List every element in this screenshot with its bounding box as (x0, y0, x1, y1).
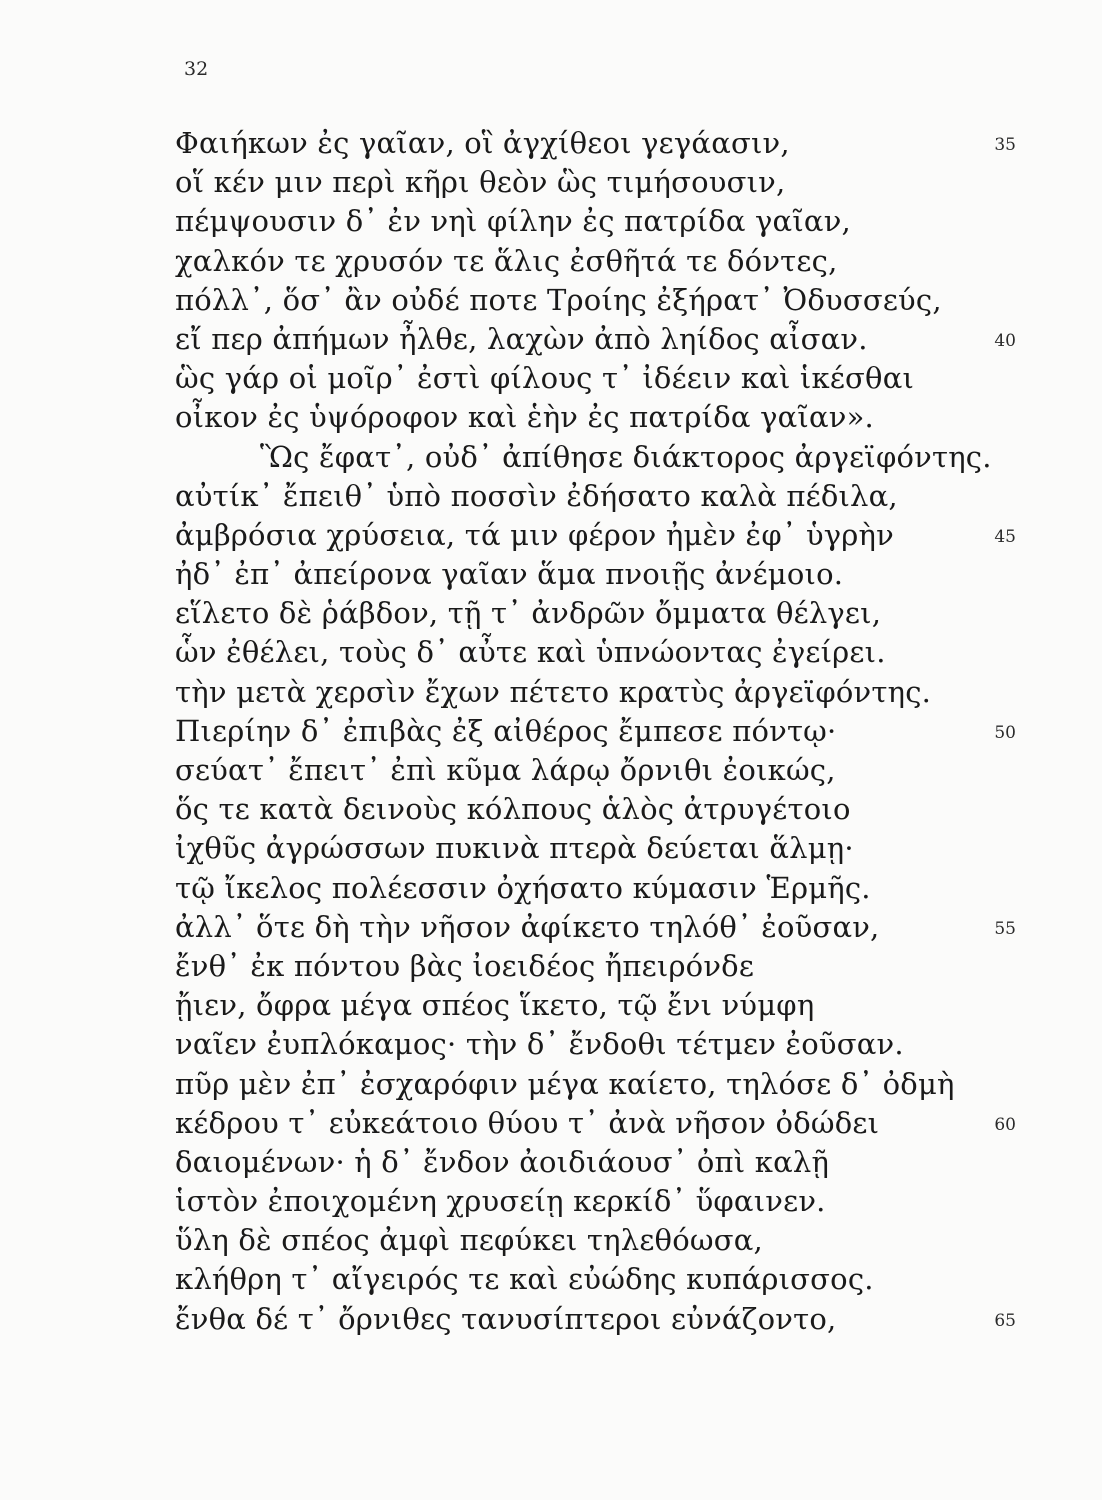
verse-line (0, 869, 1102, 908)
verse-line (0, 242, 1102, 281)
verse-text: ὣς γάρ οἱ μοῖρ᾽ ἐστὶ φίλους τ᾽ ἰδέειν καὶ ἱκέσθαι (175, 361, 915, 396)
verse-line (0, 281, 1102, 320)
verse-text: ἔνθα δέ τ᾽ ὄρνιθες τανυσίπτεροι εὐνάζοντο, (175, 1301, 837, 1336)
verse-line (0, 516, 1102, 555)
verse-text: κλήθρη τ᾽ αἴγειρός τε καὶ εὐώδης κυπάρισσος. (175, 1262, 874, 1297)
verse-line (0, 1221, 1102, 1260)
verse-text: αὐτίκ᾽ ἔπειθ᾽ ὑπὸ ποσσὶν ἐδήσατο καλὰ πέδιλα, (175, 478, 898, 513)
verse-text: ἱστὸν ἐποιχομένη χρυσείῃ κερκίδ᾽ ὕφαινεν. (175, 1184, 826, 1219)
verse-text: οἶκον ἐς ὑψόροφον καὶ ἑὴν ἐς πατρίδα γαῖαν». (175, 400, 874, 435)
verse-text: ᾔιεν, ὄφρα μέγα σπέος ἵκετο, τῷ ἔνι νύμφη (175, 988, 815, 1023)
line-number: 60 (994, 1114, 1016, 1135)
verse-line (0, 1143, 1102, 1182)
verse-line (0, 633, 1102, 672)
verse-text: Πιερίην δ᾽ ἐπιβὰς ἐξ αἰθέρος ἔμπεσε πόντῳ· (175, 713, 837, 748)
verse-line (0, 398, 1102, 437)
verse-line (0, 751, 1102, 790)
verse-text: δαιομένων· ἡ δ᾽ ἔνδον ἀοιδιάουσ᾽ ὀπὶ καλῇ (175, 1144, 830, 1179)
verse-text: πέμψουσιν δ᾽ ἐν νηὶ φίλην ἐς πατρίδα γαῖαν, (175, 204, 851, 239)
line-number: 50 (994, 722, 1016, 743)
verse-line (0, 320, 1102, 359)
verse-text: τὴν μετὰ χερσὶν ἔχων πέτετο κρατὺς ἀργεϊφόντης. (175, 674, 932, 709)
verse-line (0, 555, 1102, 594)
verse-line (0, 908, 1102, 947)
verse-line (0, 790, 1102, 829)
line-number: 65 (994, 1310, 1016, 1331)
verse-text: Φαιήκων ἐς γαῖαν, οἳ ἀγχίθεοι γεγάασιν, (175, 126, 790, 160)
verse-line (0, 594, 1102, 633)
verse-line (0, 163, 1102, 202)
verse-line (0, 202, 1102, 241)
verse-line (0, 712, 1102, 751)
verse-text: πόλλ᾽, ὅσ᾽ ἂν οὐδέ ποτε Τροίης ἐξήρατ᾽ Ὀδυσσεύς, (175, 282, 942, 317)
verse-line (0, 986, 1102, 1025)
verse-line (0, 359, 1102, 398)
page-number: 32 (184, 58, 209, 80)
line-number: 40 (994, 330, 1016, 351)
verse-text: κέδρου τ᾽ εὐκεάτοιο θύου τ᾽ ἀνὰ νῆσον ὀδώδει (175, 1105, 880, 1140)
verse-text: ἔνθ᾽ ἐκ πόντου βὰς ἰοειδέος ἤπειρόνδε (175, 948, 755, 983)
verse-text: σεύατ᾽ ἔπειτ᾽ ἐπὶ κῦμα λάρῳ ὄρνιθι ἐοικώς, (175, 753, 836, 787)
verse-line (0, 1065, 1102, 1104)
verse-text: τῷ ἴκελος πολέεσσιν ὀχήσατο κύμασιν Ἑρμῆς. (175, 870, 871, 905)
verse-line (0, 1182, 1102, 1221)
verse-text: ἰχθῦς ἀγρώσσων πυκινὰ πτερὰ δεύεται ἅλμῃ· (175, 831, 854, 866)
verse-line (0, 673, 1102, 712)
verse-text: ὕλη δὲ σπέος ἀμφὶ πεφύκει τηλεθόωσα, (175, 1223, 763, 1258)
verse-line (0, 829, 1102, 868)
verse-text: εἵλετο δὲ ῥάβδον, τῇ τ᾽ ἀνδρῶν ὄμματα θέλγει, (175, 596, 882, 631)
verse-text: ἠδ᾽ ἐπ᾽ ἀπείρονα γαῖαν ἅμα πνοιῇς ἀνέμοιο. (175, 557, 844, 592)
verse-text: ναῖεν ἐυπλόκαμος· τὴν δ᾽ ἔνδοθι τέτμεν ἐοῦσαν. (175, 1027, 904, 1062)
verse-text: ἀμβρόσια χρύσεια, τά μιν φέρον ἠμὲν ἐφ᾽ ὑγρὴν (175, 517, 894, 552)
line-number: 35 (994, 135, 1016, 155)
line-number: 45 (994, 526, 1016, 547)
verse-text: χαλκόν τε χρυσόν τε ἅλις ἐσθῆτά τε δόντες, (175, 243, 838, 278)
verse-line (0, 124, 1102, 163)
line-number: 55 (994, 918, 1016, 939)
verse-line (0, 477, 1102, 516)
verse-text: πῦρ μὲν ἐπ᾽ ἐσχαρόφιν μέγα καίετο, τηλόσε δ᾽ ὀδμὴ (175, 1066, 955, 1101)
verse-line (0, 1025, 1102, 1064)
verse-text: ὧν ἐθέλει, τοὺς δ᾽ αὖτε καὶ ὑπνώοντας ἐγείρει. (175, 635, 886, 670)
verse-text: οἵ κέν μιν περὶ κῆρι θεὸν ὣς τιμήσουσιν, (175, 165, 786, 200)
verse-line (0, 438, 1102, 477)
verse-text: ἀλλ᾽ ὅτε δὴ τὴν νῆσον ἀφίκετο τηλόθ᾽ ἐοῦσαν, (175, 909, 880, 944)
verse-line (0, 1104, 1102, 1143)
verse-text: ὅς τε κατὰ δεινοὺς κόλπους ἁλὸς ἀτρυγέτοιο (175, 792, 851, 827)
verse-line (0, 947, 1102, 986)
verse-text: Ὣς ἔφατ᾽, οὐδ᾽ ἀπίθησε διάκτορος ἀργεϊφόντης. (260, 439, 992, 474)
verse-line (0, 1260, 1102, 1299)
verse-block (0, 124, 1102, 1339)
verse-text: εἴ περ ἀπήμων ἦλθε, λαχὼν ἀπὸ ληίδος αἶσαν. (175, 321, 868, 356)
verse-line (0, 1300, 1102, 1339)
